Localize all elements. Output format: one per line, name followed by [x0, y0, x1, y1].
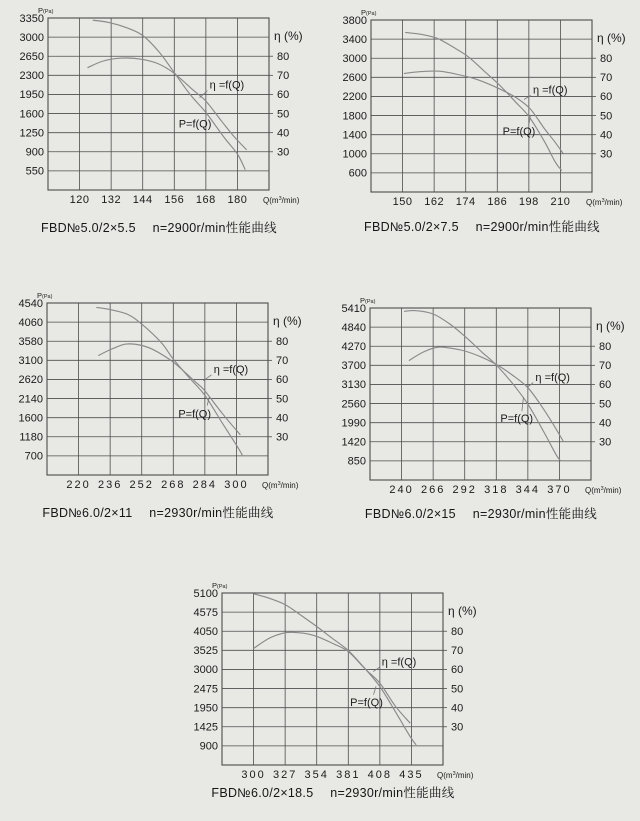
x-axis-tick: 156: [164, 194, 184, 206]
p-curve-label: P=f(Q): [179, 118, 212, 130]
chart-caption: [317, 217, 640, 235]
eta-axis-tick: 50: [277, 108, 289, 120]
y-axis-tick: 1600: [19, 412, 43, 424]
eta-axis-title: η (%): [274, 29, 303, 43]
x-axis-tick: 327: [273, 769, 297, 781]
x-axis-tick: 144: [133, 194, 153, 206]
y-axis-tick: 2200: [343, 91, 367, 103]
y-axis-tick: 600: [349, 168, 367, 180]
eta-axis-tick: 50: [451, 683, 463, 695]
x-axis-tick: 186: [487, 196, 507, 208]
chart-model-label: FBD№5.0/2×7.5: [364, 220, 459, 234]
y-axis-tick: 2620: [19, 374, 43, 386]
y-axis-tick: 900: [26, 147, 44, 159]
y-axis-tick: 1250: [20, 127, 44, 139]
eta-axis-tick: 80: [451, 626, 463, 638]
fan-performance-chart-5: [164, 579, 496, 821]
grid: [48, 18, 273, 190]
grid: [371, 20, 596, 192]
chart-speed-label: n=2930r/min性能曲线: [149, 506, 273, 520]
x-axis-tick: 168: [196, 194, 216, 206]
chart-speed-label: n=2930r/min性能曲线: [473, 507, 597, 521]
x-axis-tick: 120: [70, 194, 90, 206]
chart-canvas: [0, 289, 321, 495]
x-axis-tick: 236: [98, 479, 122, 491]
y-axis-tick: 4840: [342, 322, 366, 334]
y-axis-tick: 3800: [343, 15, 367, 27]
x-axis-tick: 266: [421, 484, 445, 496]
y-axis-tick: 3000: [20, 32, 44, 44]
chart-speed-label: n=2900r/min性能曲线: [153, 221, 277, 235]
y-axis-tick: 1800: [343, 110, 367, 122]
fan-performance-chart-2: [313, 6, 640, 248]
eta-axis-tick: 80: [276, 336, 288, 348]
efficiency-curve: [404, 71, 563, 153]
pressure-curve: [404, 311, 561, 461]
y-axis-tick: 2300: [20, 70, 44, 82]
x-axis-tick: 408: [368, 769, 392, 781]
x-axis-tick: 162: [424, 196, 444, 208]
eta-axis-tick: 60: [600, 91, 612, 103]
eta-axis-tick: 60: [277, 89, 289, 101]
chart-model-label: FBD№6.0/2×15: [365, 507, 456, 521]
chart-model-label: FBD№6.0/2×11: [42, 506, 132, 520]
eta-curve-label: η =f(Q): [382, 657, 417, 669]
p-axis-title: P(Pa): [38, 6, 54, 15]
chart-speed-label: n=2900r/min性能曲线: [476, 220, 600, 234]
y-axis-tick: 1180: [19, 432, 43, 444]
efficiency-curve: [98, 344, 240, 435]
chart-canvas: [0, 4, 322, 210]
y-axis-tick: 3000: [194, 664, 218, 676]
p-axis-title: P(Pa): [212, 581, 228, 590]
eta-axis-tick: 70: [276, 355, 288, 367]
x-axis-tick: 354: [305, 769, 329, 781]
chart-model-label: FBD№5.0/2×5.5: [41, 221, 136, 235]
y-axis-tick: 3130: [342, 379, 366, 391]
eta-curve-label: η =f(Q): [535, 372, 570, 384]
y-axis-tick: 2140: [19, 393, 43, 405]
eta-axis-tick: 70: [277, 70, 289, 82]
q-axis-title: $Q(m^3/\min)$: [437, 771, 474, 780]
y-axis-tick: 3400: [343, 34, 367, 46]
y-axis-tick: 900: [200, 741, 218, 753]
fan-performance-chart-1: [0, 4, 322, 246]
eta-axis-tick: 40: [600, 129, 612, 141]
x-axis-tick: 370: [547, 484, 571, 496]
pressure-curve: [405, 32, 562, 170]
x-axis-tick: 292: [453, 484, 477, 496]
p-axis-title: P(Pa): [360, 296, 376, 305]
x-axis-tick: 150: [393, 196, 413, 208]
grid: [370, 308, 595, 480]
eta-curve-label: η =f(Q): [214, 364, 249, 376]
x-axis-tick: 300: [224, 479, 248, 491]
y-axis-tick: 2650: [20, 51, 44, 63]
y-axis-tick: 4575: [194, 607, 218, 619]
efficiency-curve: [254, 632, 411, 723]
eta-axis-title: η (%): [596, 319, 625, 333]
eta-axis-title: η (%): [597, 31, 626, 45]
chart-model-label: FBD№6.0/2×18.5: [211, 786, 313, 800]
x-axis-tick: 300: [241, 769, 265, 781]
eta-axis-tick: 60: [276, 374, 288, 386]
q-axis-title: $Q(m^3/\min)$: [586, 198, 623, 207]
x-axis-tick: 268: [161, 479, 185, 491]
x-axis-tick: 132: [101, 194, 121, 206]
y-axis-tick: 3700: [342, 360, 366, 372]
y-axis-tick: 1420: [342, 437, 366, 449]
y-axis-tick: 4060: [19, 317, 43, 329]
fan-performance-chart-4: [312, 294, 640, 536]
y-axis-tick: 3000: [343, 53, 367, 65]
eta-axis-tick: 70: [599, 360, 611, 372]
eta-axis-tick: 80: [599, 341, 611, 353]
chart-speed-label: n=2930r/min性能曲线: [330, 786, 454, 800]
q-axis-title: $Q(m^3/\min)$: [585, 486, 622, 495]
x-axis-tick: 240: [389, 484, 413, 496]
fan-performance-chart-3: [0, 289, 321, 531]
y-axis-tick: 3525: [194, 645, 218, 657]
x-axis-tick: 220: [66, 479, 90, 491]
eta-axis-tick: 60: [599, 379, 611, 391]
x-axis-tick: 435: [399, 769, 423, 781]
eta-axis-title: η (%): [273, 314, 302, 328]
eta-axis-tick: 30: [600, 149, 612, 161]
y-axis-tick: 850: [348, 456, 366, 468]
eta-axis-tick: 40: [276, 412, 288, 424]
chart-caption: [0, 503, 323, 521]
eta-axis-tick: 30: [451, 722, 463, 734]
q-axis-title: $Q(m^3/\min)$: [262, 481, 299, 490]
eta-curve-label: η =f(Q): [533, 84, 568, 96]
chart-caption: [168, 783, 498, 801]
x-axis-tick: 198: [519, 196, 539, 208]
chart-canvas: [313, 6, 640, 212]
y-axis-tick: 1425: [194, 722, 218, 734]
x-axis-tick: 180: [227, 194, 247, 206]
x-axis-tick: 284: [193, 479, 217, 491]
y-axis-tick: 3100: [19, 355, 43, 367]
eta-curve-label: η =f(Q): [210, 79, 245, 91]
eta-axis-tick: 80: [277, 51, 289, 63]
eta-axis-tick: 30: [599, 437, 611, 449]
eta-axis-tick: 60: [451, 664, 463, 676]
y-axis-tick: 4540: [19, 298, 43, 310]
p-curve-label: P=f(Q): [178, 408, 211, 420]
efficiency-curve: [409, 347, 563, 441]
y-axis-tick: 5410: [342, 303, 366, 315]
y-axis-tick: 3580: [19, 336, 43, 348]
eta-axis-tick: 40: [599, 417, 611, 429]
y-axis-tick: 1950: [194, 702, 218, 714]
eta-axis-title: η (%): [448, 604, 477, 618]
eta-axis-tick: 30: [277, 147, 289, 159]
y-axis-tick: 1000: [343, 149, 367, 161]
eta-axis-tick: 50: [599, 398, 611, 410]
grid: [222, 593, 447, 765]
x-axis-tick: 252: [130, 479, 154, 491]
chart-canvas: [312, 294, 640, 500]
eta-axis-tick: 40: [277, 127, 289, 139]
eta-axis-tick: 30: [276, 432, 288, 444]
chart-caption: [0, 218, 324, 236]
y-axis-tick: 700: [25, 451, 43, 463]
y-axis-tick: 1950: [20, 89, 44, 101]
y-axis-tick: 2600: [343, 72, 367, 84]
y-axis-tick: 2560: [342, 398, 366, 410]
x-axis-tick: 381: [336, 769, 360, 781]
x-axis-tick: 344: [516, 484, 540, 496]
y-axis-tick: 5100: [194, 588, 218, 600]
x-axis-tick: 210: [550, 196, 570, 208]
q-axis-title: $Q(m^3/\min)$: [263, 196, 300, 205]
eta-axis-tick: 50: [600, 110, 612, 122]
eta-axis-tick: 50: [276, 393, 288, 405]
eta-axis-tick: 70: [600, 72, 612, 84]
y-axis-tick: 1990: [342, 417, 366, 429]
y-axis-tick: 1400: [343, 129, 367, 141]
p-curve-label: P=f(Q): [500, 413, 533, 425]
p-curve-label: P=f(Q): [350, 697, 383, 709]
eta-axis-tick: 70: [451, 645, 463, 657]
y-axis-tick: 3350: [20, 13, 44, 25]
chart-canvas: [164, 579, 496, 785]
x-axis-tick: 318: [484, 484, 508, 496]
y-axis-tick: 4050: [194, 626, 218, 638]
eta-axis-tick: 40: [451, 702, 463, 714]
p-axis-title: P(Pa): [37, 291, 53, 300]
y-axis-tick: 1600: [20, 108, 44, 120]
y-axis-tick: 550: [26, 166, 44, 178]
x-axis-tick: 174: [456, 196, 476, 208]
p-curve-label: P=f(Q): [503, 126, 536, 138]
y-axis-tick: 2475: [194, 683, 218, 695]
eta-axis-tick: 80: [600, 53, 612, 65]
pressure-curve: [96, 307, 242, 455]
pressure-curve: [93, 20, 246, 170]
chart-caption: [316, 504, 640, 522]
y-axis-tick: 4270: [342, 341, 366, 353]
p-axis-title: P(Pa): [361, 8, 377, 17]
